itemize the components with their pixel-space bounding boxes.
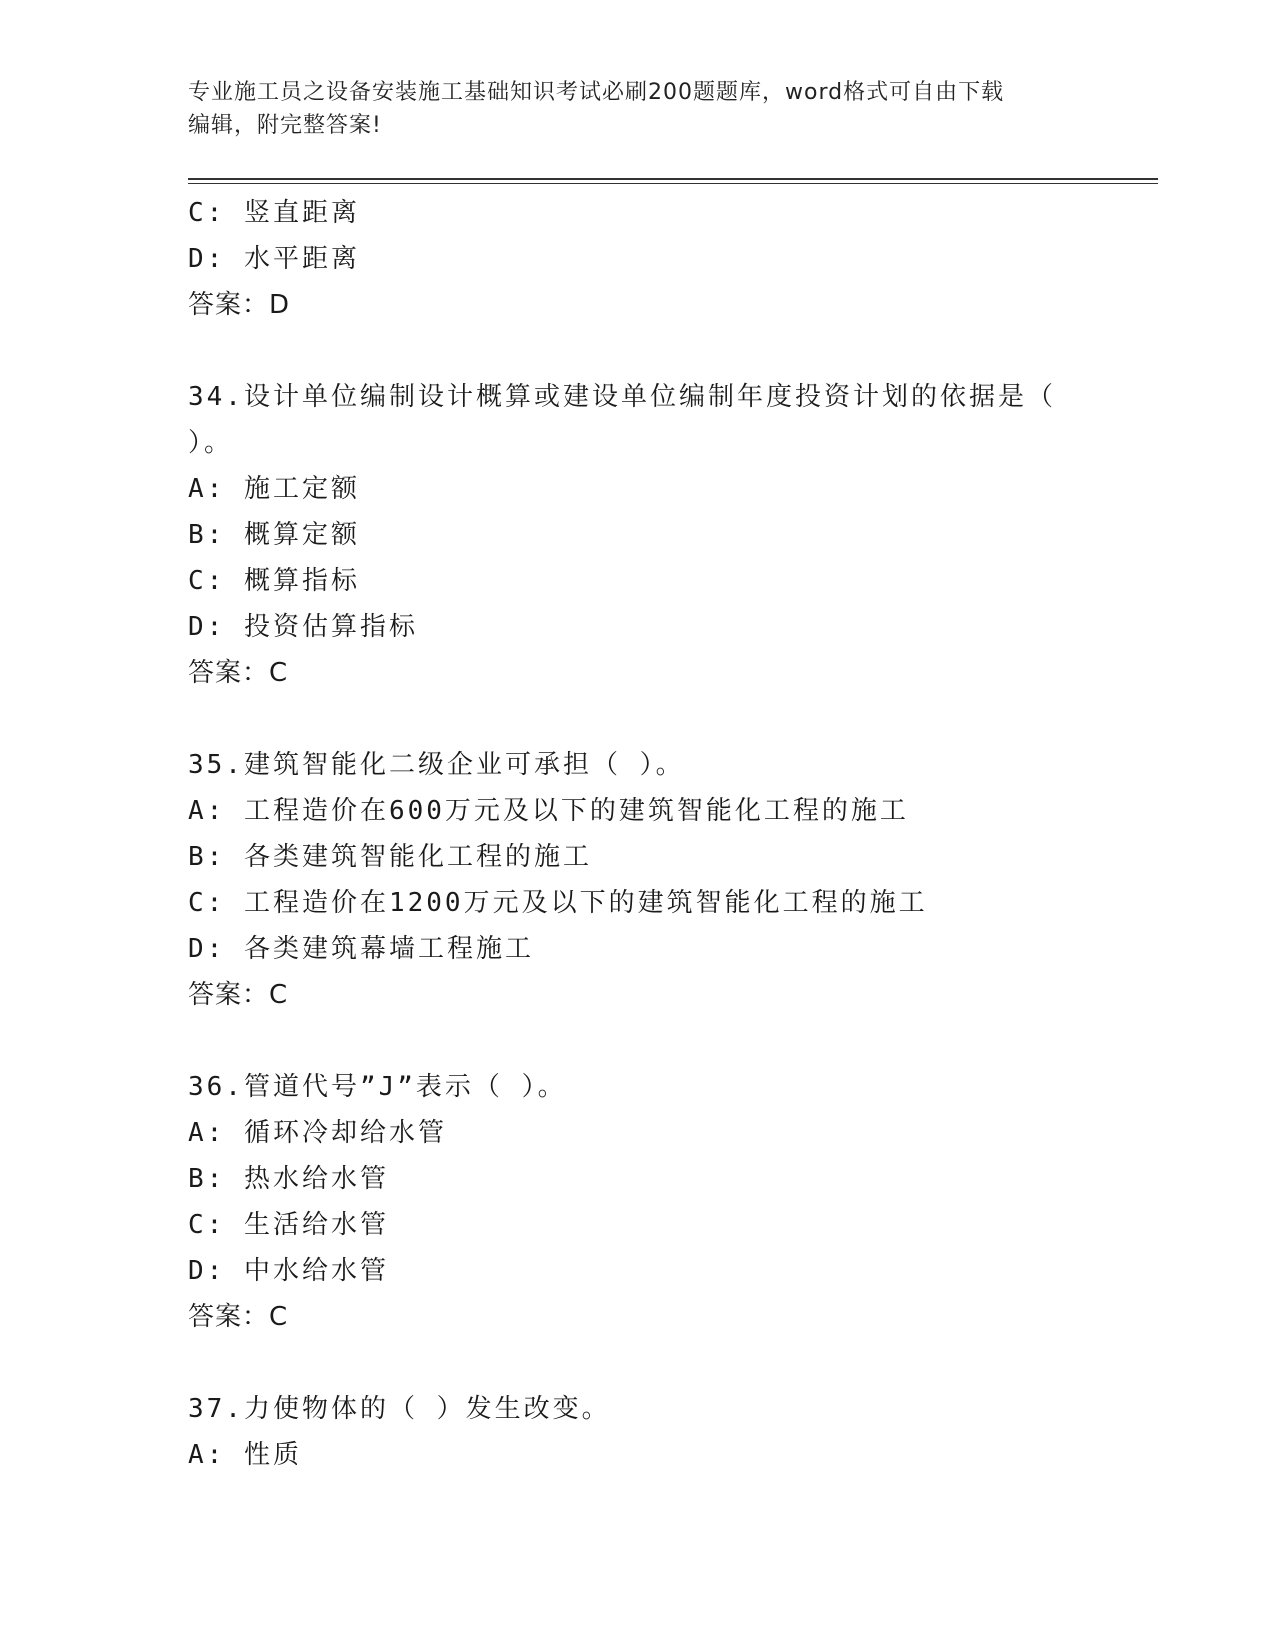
answer-line: 答案：C: [188, 1302, 289, 1332]
question-spacer: [188, 328, 1128, 374]
option-b: B: 各类建筑智能化工程的施工: [188, 842, 592, 872]
header-line-2: 编辑，附完整答案!: [188, 113, 382, 138]
option-d: D: 投资估算指标: [188, 612, 418, 642]
option-a: A: 施工定额: [188, 474, 360, 504]
answer-line: 答案：D: [188, 290, 291, 320]
question-spacer: [188, 1018, 1128, 1064]
document-header: [188, 76, 1088, 142]
option-d: D: 水平距离: [188, 244, 360, 274]
header-line-1: 专业施工员之设备安装施工基础知识考试必刷200题题库，word格式可自由下载: [188, 80, 1005, 105]
option-c: C: 概算指标: [188, 566, 360, 596]
question-content: [188, 190, 1128, 1478]
question-stem: 37.力使物体的（ ）发生改变。: [188, 1394, 611, 1424]
header-rule-thick: [188, 178, 1158, 180]
option-a: A: 循环冷却给水管: [188, 1118, 447, 1148]
answer-line: 答案：C: [188, 980, 289, 1010]
answer-line: 答案：C: [188, 658, 289, 688]
question-spacer: [188, 1340, 1128, 1386]
option-a: A: 性质: [188, 1440, 302, 1470]
header-rule-thin: [188, 183, 1158, 184]
question-spacer: [188, 696, 1128, 742]
option-c: C: 工程造价在1200万元及以下的建筑智能化工程的施工: [188, 888, 928, 918]
option-b: B: 概算定额: [188, 520, 360, 550]
option-b: B: 热水给水管: [188, 1164, 389, 1194]
question-stem: 35.建筑智能化二级企业可承担（ ）。: [188, 750, 685, 780]
question-stem: 34.设计单位编制设计概算或建设单位编制年度投资计划的依据是（: [188, 382, 1056, 412]
question-stem: 36.管道代号”J”表示（ ）。: [188, 1072, 567, 1102]
option-c: C: 生活给水管: [188, 1210, 389, 1240]
option-d: D: 中水给水管: [188, 1256, 389, 1286]
question-stem-continued: ）。: [188, 428, 234, 458]
option-c: C: 竖直距离: [188, 198, 360, 228]
option-d: D: 各类建筑幕墙工程施工: [188, 934, 534, 964]
option-a: A: 工程造价在600万元及以下的建筑智能化工程的施工: [188, 796, 909, 826]
